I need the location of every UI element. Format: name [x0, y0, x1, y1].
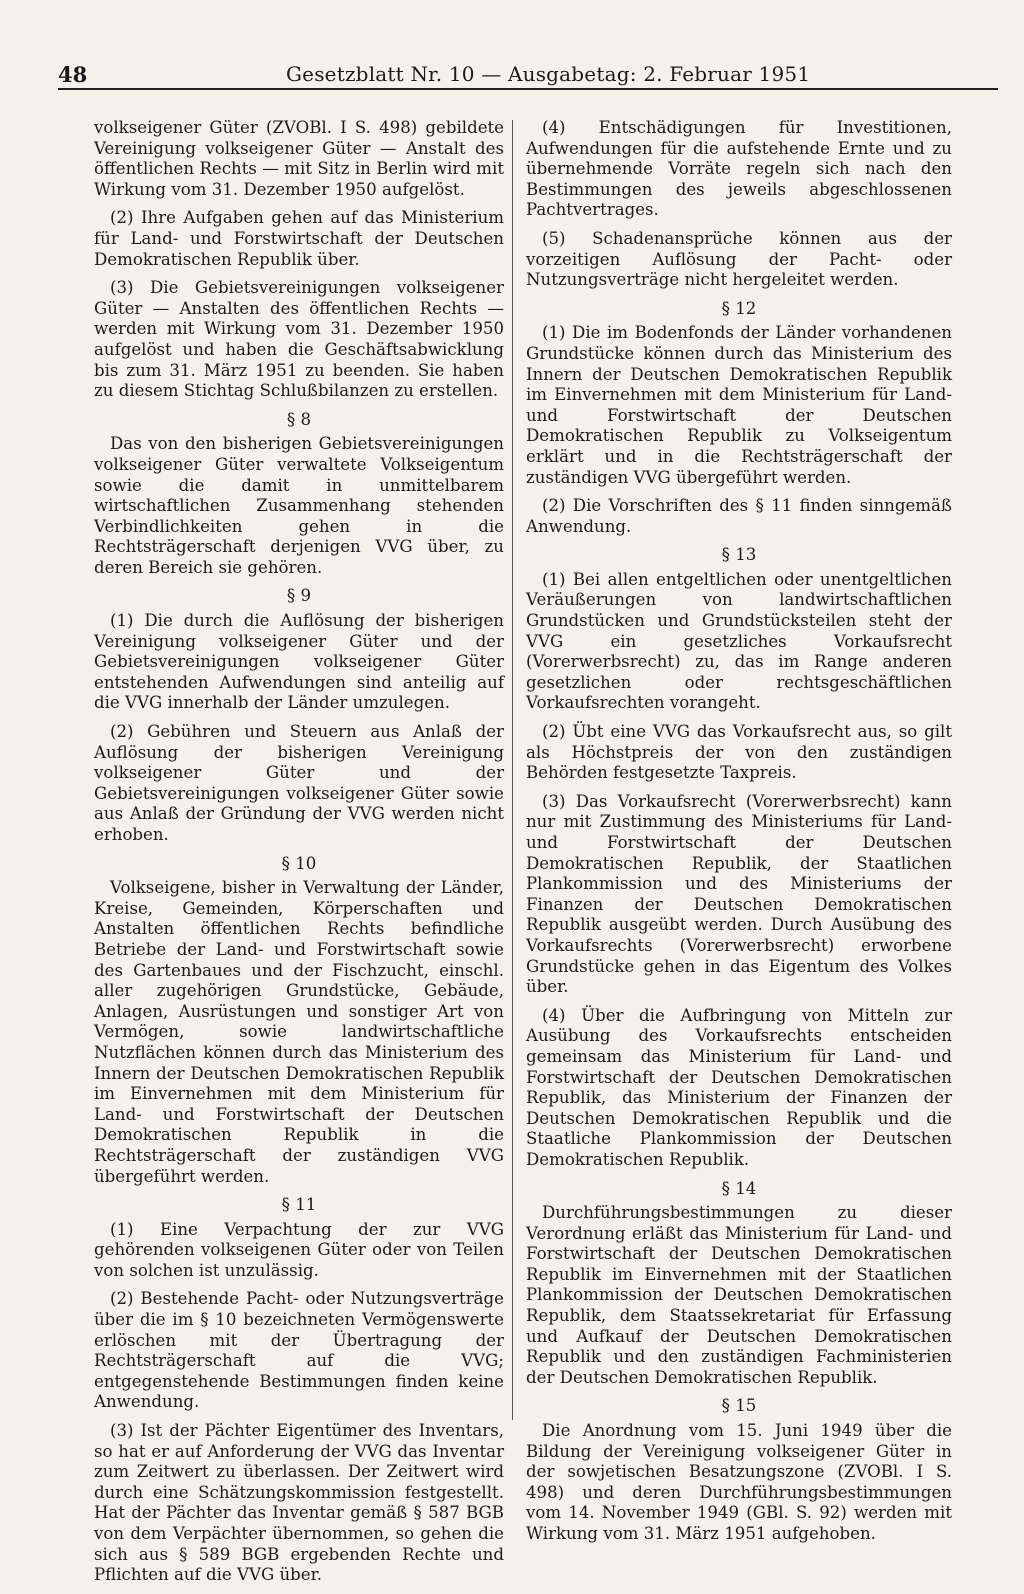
paragraph: Durchführungsbestimmungen zu dieser Verordnung erläßt das Ministerium für Land- und Forstwirtschaft der Deutschen Demokratischen Republik im Einvernehmen mit der Staatlichen Plankommission der Deutschen Demokratischen Republik, dem Staatssekretariat für Erfassung und Aufkauf der Deutschen Demokratischen Republik und den zuständigen Fachministerien der Deutschen Demokratischen Republik.: [526, 1203, 952, 1387]
paragraph: (2) Übt eine VVG das Vorkaufsrecht aus, so gilt als Höchstpreis der von den zuständigen Behörden festgesetzte Taxpreis.: [526, 722, 952, 783]
paragraph: (3) Das Vorkaufsrecht (Vorerwerbsrecht) kann nur mit Zustimmung des Ministeriums für Land- und Forstwirtschaft der Deutschen Demokratischen Republik, der Staatlichen Plankommission und des Ministeriums der Finanzen der Deutschen Demokratischen Republik ausgeübt werden. Durch Ausübung des Vorkaufsrechts (Vorerwerbsrecht) erworbene Grundstücke gehen in das Eigentum des Volkes über.: [526, 791, 952, 997]
paragraph: (3) Die Gebietsvereinigungen volkseigener Güter — Anstalten des öffentlichen Rechts — werden mit Wirkung vom 31. Dezember 1950 aufgelöst und haben die Geschäftsabwicklung bis zum 31. März 1951 zu beenden. Sie haben zu diesem Stichtag Schlußbilanzen zu erstellen.: [94, 278, 504, 401]
paragraph: (4) Entschädigungen für Investitionen, Aufwendungen für die aufstehende Ernte und zu übernehmende Vorräte regeln sich nach den Bestimmungen des jeweils abgeschlossenen Pachtvertrages.: [526, 118, 952, 220]
section-heading: § 14: [721, 1178, 757, 1198]
section-heading: § 13: [721, 545, 757, 565]
section-heading: § 11: [281, 1195, 317, 1215]
paragraph: (1) Die im Bodenfonds der Länder vorhandenen Grundstücke können durch das Ministerium des Innern der Deutschen Demokratischen Republik im Einvernehmen mit dem Ministerium für Land- und Forstwirtschaft der Deutschen Demokratischen Republik zu Volkseigentum erklärt und in die Rechtsträgerschaft der zuständigen VVG übergeführt werden.: [526, 323, 952, 487]
paragraph: volkseigener Güter (ZVOBl. I S. 498) gebildete Vereinigung volkseigener Güter — Anstalt des öffentlichen Rechts — mit Sitz in Berlin wird mit Wirkung vom 31. Dezember 1950 aufgelöst.: [94, 118, 504, 199]
section-heading: § 8: [286, 409, 312, 429]
right-column: [526, 118, 952, 1553]
section-heading: § 15: [721, 1396, 757, 1416]
section-heading: § 12: [721, 298, 757, 318]
paragraph: (2) Ihre Aufgaben gehen auf das Ministerium für Land- und Forstwirtschaft der Deutschen Demokratischen Republik über.: [94, 208, 504, 269]
column-divider: [512, 120, 513, 1420]
paragraph: (1) Eine Verpachtung der zur VVG gehörenden volkseigenen Güter oder von Teilen von solchen ist unzulässig.: [94, 1219, 504, 1280]
section-heading: § 9: [286, 586, 312, 606]
paragraph: (1) Die durch die Auflösung der bisherigen Vereinigung volkseigener Güter und der Gebietsvereinigungen volkseigener Güter entstehenden Aufwendungen sind anteilig auf die VVG innerhalb der Länder umzulegen.: [94, 611, 504, 713]
paragraph: (1) Bei allen entgeltlichen oder unentgeltlichen Veräußerungen von landwirtschaftlichen Grundstücken und Grundstücksteilen steht der VVG ein gesetzliches Vorkaufsrecht (Vorerwerbsrecht) zu, das im Range anderen gesetzlichen oder rechtsgeschäftlichen Vorkaufsrechten vorangeht.: [526, 569, 952, 713]
left-column: [94, 118, 504, 1594]
page-header: [58, 58, 998, 90]
paragraph: Das von den bisherigen Gebietsvereinigungen volkseigener Güter verwaltete Volkseigentum sowie die damit in unmittelbarem wirtschaftlichen Zusammenhang stehenden Verbindlichkeiten gehen in die Rechtsträgerschaft derjenigen VVG über, zu deren Bereich sie gehören.: [94, 434, 504, 577]
paragraph: (3) Ist der Pächter Eigentümer des Inventars, so hat er auf Anforderung der VVG das Inventar zum Zeitwert zu überlassen. Der Zeitwert wird durch eine Schätzungskommission festgestellt. Hat der Pächter das Inventar gemäß § 587 BGB von dem Verpächter übernommen, so gehen die sich aus § 589 BGB ergebenden Rechte und Pflichten auf die VVG über.: [94, 1421, 504, 1585]
header-title: Gesetzblatt Nr. 10 — Ausgabetag: 2. Februar 1951: [286, 62, 811, 86]
page-number: 48: [58, 62, 88, 87]
paragraph: Volkseigene, bisher in Verwaltung der Länder, Kreise, Gemeinden, Körperschaften und Anstalten öffentlichen Rechts befindliche Betriebe der Land- und Forstwirtschaft sowie des Gartenbaues und der Fischzucht, einschl. aller zugehörigen Grundstücke, Gebäude, Anlagen, Ausrüstungen und sonstiger Art von Vermögen, sowie landwirtschaftliche Nutzflächen können durch das Ministerium des Innern der Deutschen Demokratischen Republik im Einvernehmen mit dem Ministerium für Land- und Forstwirtschaft der Deutschen Demokratischen Republik in die Rechtsträgerschaft der zuständigen VVG übergeführt werden.: [94, 878, 504, 1186]
paragraph: (2) Bestehende Pacht- oder Nutzungsverträge über die im § 10 bezeichneten Vermögenswerte erlöschen mit der Übertragung der Rechtsträgerschaft auf die VVG; entgegenstehende Bestimmungen finden keine Anwendung.: [94, 1289, 504, 1412]
paragraph: (5) Schadenansprüche können aus der vorzeitigen Auflösung der Pacht- oder Nutzungsverträge nicht hergeleitet werden.: [526, 228, 952, 290]
paragraph: (2) Die Vorschriften des § 11 finden sinngemäß Anwendung.: [526, 496, 952, 536]
paragraph: Die Anordnung vom 15. Juni 1949 über die Bildung der Vereinigung volkseigener Güter in der sowjetischen Besatzungszone (ZVOBl. I S. 498) und deren Durchführungsbestimmungen vom 14. November 1949 (GBl. S. 92) werden mit Wirkung vom 31. März 1951 aufgehoben.: [526, 1421, 952, 1543]
paragraph: (2) Gebühren und Steuern aus Anlaß der Auflösung der bisherigen Vereinigung volkseigener Güter und der Gebietsvereinigungen volkseigener Güter sowie aus Anlaß der Gründung der VVG werden nicht erhoben.: [94, 722, 504, 844]
section-heading: § 10: [281, 853, 317, 873]
paragraph: (4) Über die Aufbringung von Mitteln zur Ausübung des Vorkaufsrechts entscheiden gemeinsam das Ministerium für Land- und Forstwirtschaft der Deutschen Demokratischen Republik, das Ministerium der Finanzen der Deutschen Demokratischen Republik und die Staatliche Plankommission der Deutschen Demokratischen Republik.: [526, 1005, 952, 1169]
